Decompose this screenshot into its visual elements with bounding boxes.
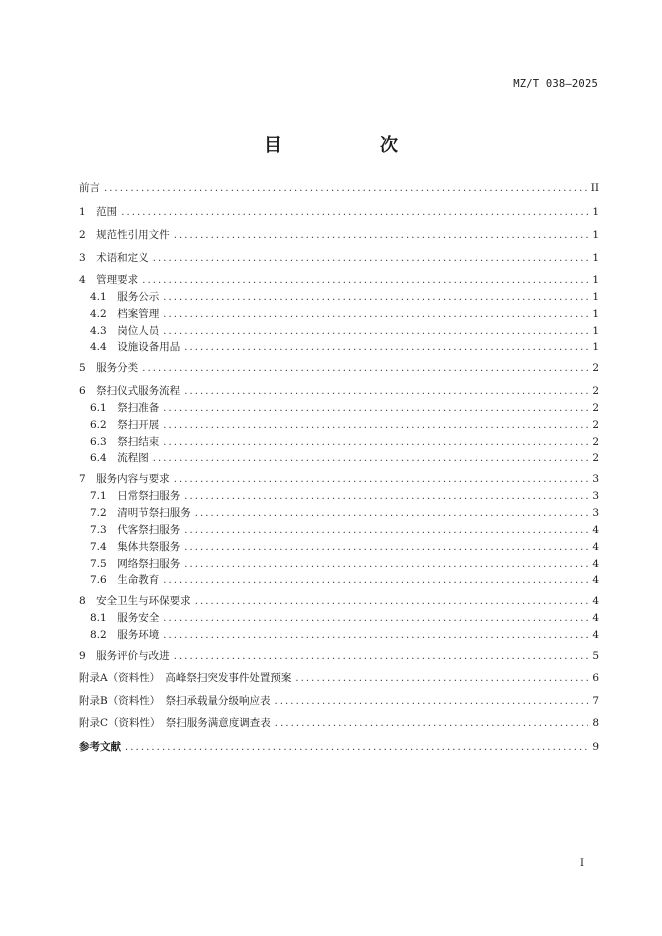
toc-entry-label: 4.4 设施设备用品 <box>90 341 181 353</box>
toc-entry[interactable] <box>79 451 599 465</box>
toc-entry-page: 2 <box>592 402 599 414</box>
toc-entry-page: 4 <box>592 612 599 624</box>
toc-entry[interactable] <box>79 228 599 242</box>
toc-entry-label: 1 范围 <box>79 206 118 218</box>
toc-entry-label: 4.3 岗位人员 <box>90 325 160 337</box>
page-title: 目 次 <box>264 135 438 156</box>
toc-entry[interactable] <box>79 472 599 486</box>
toc-entry-page: 5 <box>592 650 599 662</box>
toc-entry[interactable] <box>79 273 599 287</box>
toc-leader-dots <box>195 507 589 521</box>
toc-leader-dots <box>163 402 588 416</box>
toc-entry-label: 6.4 流程图 <box>90 452 149 464</box>
toc-entry-label: 8.2 服务环境 <box>90 629 160 641</box>
page-number: I <box>580 858 584 869</box>
toc-leader-dots <box>142 362 588 376</box>
toc-entry-page: 4 <box>592 574 599 586</box>
toc-entry-label: 7.4 集体共祭服务 <box>90 541 181 553</box>
toc-leader-dots <box>184 341 588 355</box>
toc-entry-page: 2 <box>592 419 599 431</box>
toc-entry-page: 7 <box>592 695 599 707</box>
toc-leader-dots <box>153 452 589 466</box>
toc-entry[interactable] <box>79 435 599 449</box>
toc-entry-label: 2 规范性引用文件 <box>79 229 170 241</box>
toc-entry[interactable] <box>79 401 599 415</box>
toc-entry[interactable] <box>79 671 599 685</box>
toc-entry[interactable] <box>79 594 599 608</box>
toc-entry-label: 7.6 生命教育 <box>90 574 160 586</box>
toc-leader-dots <box>163 612 588 626</box>
toc-entry[interactable] <box>79 181 599 195</box>
toc-entry-page: II <box>590 182 599 194</box>
toc-leader-dots <box>184 558 588 572</box>
toc-entry-label: 7.1 日常祭扫服务 <box>90 490 181 502</box>
toc-entry-label: 前言 <box>79 182 100 194</box>
toc-entry-page: 1 <box>592 325 599 337</box>
toc-entry-page: 1 <box>592 206 599 218</box>
toc-entry-label: 参考文献 <box>79 741 121 753</box>
toc-entry-page: 2 <box>592 452 599 464</box>
toc-entry-page: 1 <box>592 308 599 320</box>
toc-leader-dots <box>174 229 589 243</box>
toc-entry-label: 7.5 网络祭扫服务 <box>90 558 181 570</box>
toc-entry[interactable] <box>79 628 599 642</box>
toc-entry[interactable] <box>79 611 599 625</box>
toc-leader-dots <box>184 490 588 504</box>
toc-entry-label: 4 管理要求 <box>79 274 139 286</box>
toc-entry-page: 1 <box>592 341 599 353</box>
toc-entry-page: 2 <box>592 385 599 397</box>
document-code: MZ/T 038—2025 <box>513 78 598 90</box>
toc-entry[interactable] <box>79 573 599 587</box>
toc-entry-label: 4.1 服务公示 <box>90 291 160 303</box>
toc-entry-page: 4 <box>592 524 599 536</box>
toc-entry-label: 9 服务评价与改进 <box>79 650 170 662</box>
toc-entry[interactable] <box>79 649 599 663</box>
toc-entry-page: 9 <box>592 741 599 753</box>
toc-entry[interactable] <box>79 251 599 265</box>
toc-leader-dots <box>121 206 588 220</box>
toc-leader-dots <box>184 541 588 555</box>
toc-entry-page: 2 <box>592 362 599 374</box>
toc-entry-page: 1 <box>592 229 599 241</box>
toc-entry[interactable] <box>79 523 599 537</box>
toc-entry[interactable] <box>79 361 599 375</box>
toc-entry-label: 6 祭扫仪式服务流程 <box>79 385 181 397</box>
toc-entry[interactable] <box>79 324 599 338</box>
toc-leader-dots <box>184 385 588 399</box>
toc-entry[interactable] <box>79 384 599 398</box>
toc-entry-page: 2 <box>592 436 599 448</box>
toc-entry-page: 1 <box>592 252 599 264</box>
toc-entry-label: 5 服务分类 <box>79 362 139 374</box>
toc-leader-dots <box>275 717 589 731</box>
toc-entry-label: 7 服务内容与要求 <box>79 473 170 485</box>
toc-leader-dots <box>104 182 587 196</box>
toc-entry-label: 7.2 清明节祭扫服务 <box>90 507 191 519</box>
toc-entry[interactable] <box>79 418 599 432</box>
toc-entry-page: 3 <box>592 507 599 519</box>
toc-entry-page: 3 <box>592 490 599 502</box>
toc-entry-label: 8.1 服务安全 <box>90 612 160 624</box>
toc-leader-dots <box>163 574 588 588</box>
toc-leader-dots <box>163 325 588 339</box>
toc-entry-page: 4 <box>592 541 599 553</box>
toc-entry-label: 6.3 祭扫结束 <box>90 436 160 448</box>
toc-leader-dots <box>274 695 588 709</box>
toc-entry-label: 8 安全卫生与环保要求 <box>79 595 191 607</box>
toc-leader-dots <box>163 291 588 305</box>
toc-entry[interactable] <box>79 506 599 520</box>
toc-leader-dots <box>184 524 588 538</box>
toc-entry-page: 1 <box>592 291 599 303</box>
toc-entry-page: 4 <box>592 629 599 641</box>
toc-leader-dots <box>163 629 588 643</box>
toc-entry-page: 4 <box>592 595 599 607</box>
toc-entry[interactable] <box>79 716 599 730</box>
toc-entry-page: 3 <box>592 473 599 485</box>
toc-entry[interactable] <box>79 694 599 708</box>
toc-entry[interactable] <box>79 340 599 354</box>
toc-leader-dots <box>163 308 588 322</box>
toc-leader-dots <box>125 741 588 755</box>
toc-entry[interactable] <box>79 740 599 754</box>
toc-leader-dots <box>163 419 588 433</box>
toc-entry-label: 6.2 祭扫开展 <box>90 419 160 431</box>
toc-entry-label: 3 术语和定义 <box>79 252 149 264</box>
toc-entry-label: 附录C（资料性） 祭扫服务满意度调查表 <box>79 717 271 729</box>
toc-leader-dots <box>142 274 588 288</box>
toc-leader-dots <box>295 672 588 686</box>
toc-leader-dots <box>195 595 589 609</box>
toc-entry-label: 4.2 档案管理 <box>90 308 160 320</box>
toc-entry[interactable] <box>79 290 599 304</box>
toc-entry-label: 附录A（资料性） 高峰祭扫突发事件处置预案 <box>79 672 292 684</box>
toc-leader-dots <box>174 473 589 487</box>
toc-entry-page: 4 <box>592 558 599 570</box>
toc-entry-label: 7.3 代客祭扫服务 <box>90 524 181 536</box>
toc-entry-page: 1 <box>592 274 599 286</box>
toc-entry-page: 8 <box>592 717 599 729</box>
toc-entry[interactable] <box>79 489 599 503</box>
toc-entry[interactable] <box>79 557 599 571</box>
toc-entry[interactable] <box>79 540 599 554</box>
toc-entry[interactable] <box>79 307 599 321</box>
toc-leader-dots <box>174 650 589 664</box>
toc-entry[interactable] <box>79 205 599 219</box>
toc-leader-dots <box>163 436 588 450</box>
toc-leader-dots <box>153 252 589 266</box>
toc-entry-label: 6.1 祭扫准备 <box>90 402 160 414</box>
toc-entry-page: 6 <box>592 672 599 684</box>
toc-entry-label: 附录B（资料性） 祭扫承载量分级响应表 <box>79 695 271 707</box>
